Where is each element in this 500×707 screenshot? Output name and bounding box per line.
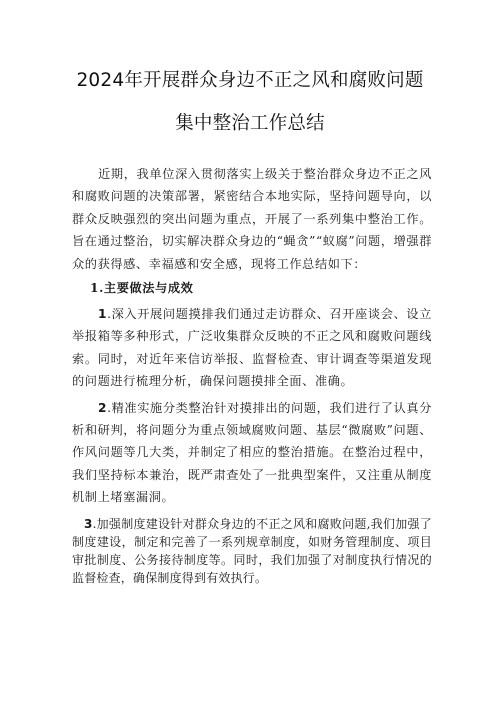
item-1-paragraph bbox=[72, 303, 432, 393]
item-2-number: 2 bbox=[98, 400, 108, 415]
item-2-text: .精准实施分类整治针对摸排出的问题，我们进行了认真分析和研判，将问题分为重点领域腐败问题、基层“微腐败”问题、作风问题等几大类，并制定了相应的整治措施。在整治过程中，我们坚持标本兼治，既严肃查处了一批典型案件，又注重从制度机制上堵塞漏洞。 bbox=[72, 400, 432, 505]
item-2-paragraph bbox=[72, 397, 432, 509]
item-3-paragraph bbox=[72, 515, 432, 587]
item-3-number: 3 bbox=[84, 516, 93, 531]
document-title-line-2: 集中整治工作总结 bbox=[175, 113, 325, 134]
item-1-text: .深入开展问题摸排我们通过走访群众、召开座谈会、设立举报箱等多种形式，广泛收集群众反映的不正之风和腐败问题线索。同时，对近年来信访举报、监督检查、审计调查等渠道发现的问题进行梳理分析，确保问题摸排全面、准确。 bbox=[72, 307, 432, 389]
item-1-number: 1 bbox=[98, 307, 108, 322]
section-heading: 1.主要做法与成效 bbox=[90, 281, 194, 296]
intro-paragraph: 近期，我单位深入贯彻落实上级关于整治群众身边不正之风和腐败问题的决策部署，紧密结合本地实际，坚持问题导向，以群众反映强烈的突出问题为重点，开展了一系列集中整治工作。旨在通过整治，切实解决群众身边的“蝇贪”“蚁腐”问题，增强群众的获得感、幸福感和安全感，现将工作总结如下： bbox=[72, 167, 432, 271]
item-3-text: .加强制度建设针对群众身边的不正之风和腐败问题,我们加强了制度建设，制定和完善了一系列规章制度，如财务管理制度、项目审批制度、公务接待制度等。同时，我们加强了对制度执行情况的监督检查，确保制度得到有效执行。 bbox=[72, 516, 432, 585]
document-body bbox=[72, 163, 432, 587]
document-title-line-1: 2024年开展群众身边不正之风和腐败问题 bbox=[76, 70, 424, 91]
